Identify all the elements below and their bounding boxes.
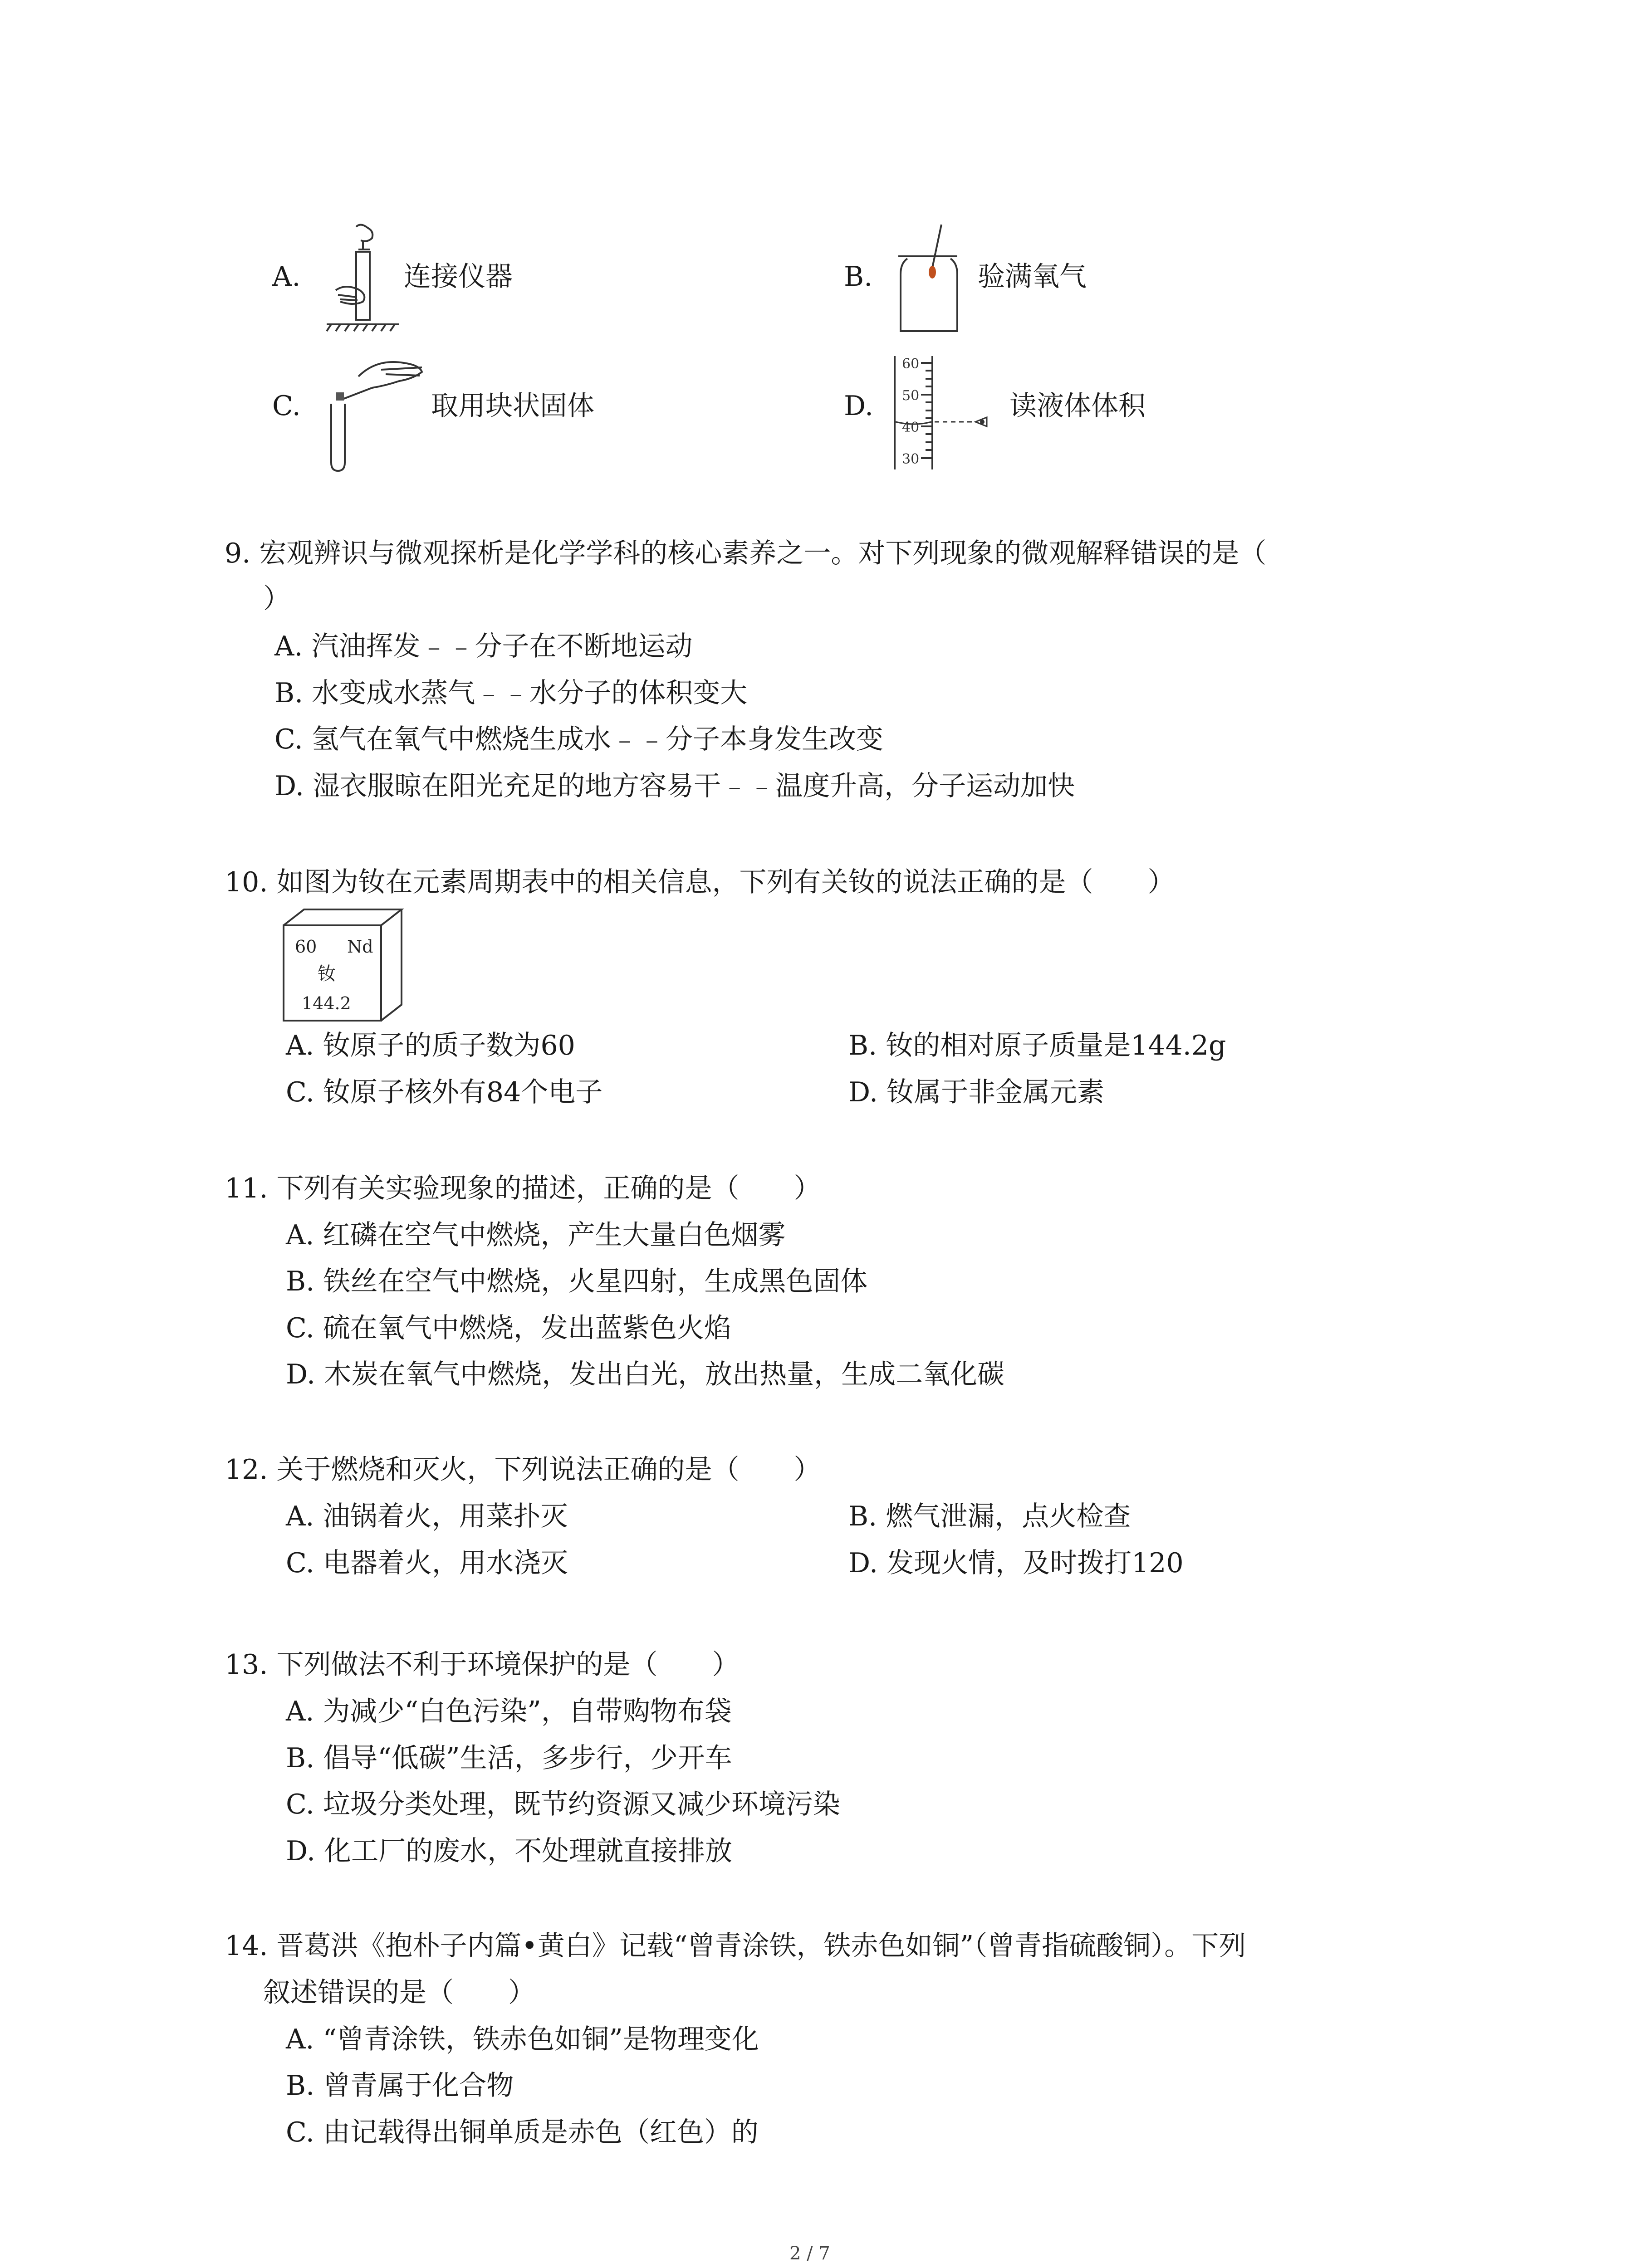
q10-option-d: D. 钕属于非金属元素 [848,1076,1105,1108]
q12-stem: 12. 关于燃烧和灭火，下列说法正确的是（ ） [225,1454,821,1486]
element-card-neodymium [279,907,406,1025]
element-name: 钕 [318,963,336,984]
q14-stem-line2: 叙述错误的是（ ） [263,1977,535,2009]
oxygen-full-test-figure [889,222,971,340]
q12-option-a: A. 油锅着火，用菜扑灭 [286,1501,568,1532]
q8-option-a-label: 连接仪器 [404,261,513,293]
page-number: 2 / 7 [789,2243,830,2264]
q8-option-a-letter: A. [272,261,301,293]
connect-apparatus-figure [318,222,408,336]
cylinder-tick-30: 30 [902,451,920,467]
q10-stem: 10. 如图为钕在元素周期表中的相关信息，下列有关钕的说法正确的是（ ） [225,866,1175,898]
cylinder-tick-50: 50 [902,388,920,404]
q8-option-d-label: 读液体体积 [1009,390,1146,422]
q13-stem: 13. 下列做法不利于环境保护的是（ ） [225,1649,740,1681]
q13-option-b: B. 倡导“低碳”生活，多步行，少开车 [286,1742,732,1774]
q9-stem-line1: 9. 宏观辨识与微观探析是化学学科的核心素养之一。对下列现象的微观解释错误的是（ [225,538,1267,569]
q12-option-b: B. 燃气泄漏，点火检查 [848,1501,1131,1532]
q11-option-b: B. 铁丝在空气中燃烧，火星四射，生成黑色固体 [286,1266,868,1297]
q8-option-b-label: 验满氧气 [978,261,1087,293]
cylinder-tick-60: 60 [902,356,920,372]
element-atomic-mass: 144.2 [302,993,351,1013]
q13-option-a: A. 为减少“白色污染”，自带购物布袋 [286,1696,732,1727]
take-block-solid-figure [313,349,426,476]
q14-option-b: B. 曾青属于化合物 [286,2070,514,2102]
q13-option-c: C. 垃圾分类处理，既节约资源又减少环境污染 [286,1789,840,1820]
q14-option-a: A. “曾青涂铁，铁赤色如铜”是物理变化 [286,2024,759,2055]
q8-option-c-letter: C. [272,390,301,422]
q9-option-a: A. 汽油挥发﹣﹣分子在不断地运动 [274,631,693,662]
q8-option-d-letter: D. [844,390,874,422]
q12-option-d: D. 发现火情，及时拨打120 [848,1547,1184,1579]
q8-option-b-letter: B. [844,261,873,293]
graduated-cylinder-figure [889,354,1007,472]
element-symbol: Nd [347,937,373,957]
q14-stem-line1: 14. 晋葛洪《抱朴子内篇•黄白》记载“曾青涂铁，铁赤色如铜”（曾青指硫酸铜）。下列 [225,1930,1246,1962]
q10-option-b: B. 钕的相对原子质量是144.2g [848,1030,1226,1061]
q11-stem: 11. 下列有关实验现象的描述，正确的是（ ） [225,1173,821,1204]
cylinder-tick-40: 40 [902,420,920,435]
q14-option-c: C. 由记载得出铜单质是赤色（红色）的 [286,2116,759,2148]
q9-option-d: D. 湿衣服晾在阳光充足的地方容易干﹣﹣温度升高，分子运动加快 [274,770,1075,802]
q10-option-c: C. 钕原子核外有84个电子 [286,1076,603,1108]
q9-option-b: B. 水变成水蒸气﹣﹣水分子的体积变大 [274,677,748,709]
q12-option-c: C. 电器着火，用水浇灭 [286,1547,568,1579]
q9-option-c: C. 氢气在氧气中燃烧生成水﹣﹣分子本身发生改变 [274,723,883,755]
q11-option-d: D. 木炭在氧气中燃烧，发出白光，放出热量，生成二氧化碳 [286,1359,1005,1390]
q13-option-d: D. 化工厂的废水，不处理就直接排放 [286,1835,733,1867]
q8-option-c-label: 取用块状固体 [431,390,594,422]
q11-option-a: A. 红磷在空气中燃烧，产生大量白色烟雾 [286,1219,786,1251]
q10-option-a: A. 钕原子的质子数为60 [286,1030,575,1061]
q11-option-c: C. 硫在氧气中燃烧，发出蓝紫色火焰 [286,1312,731,1344]
q9-stem-line2: ） [263,583,290,615]
element-atomic-number: 60 [295,937,317,957]
